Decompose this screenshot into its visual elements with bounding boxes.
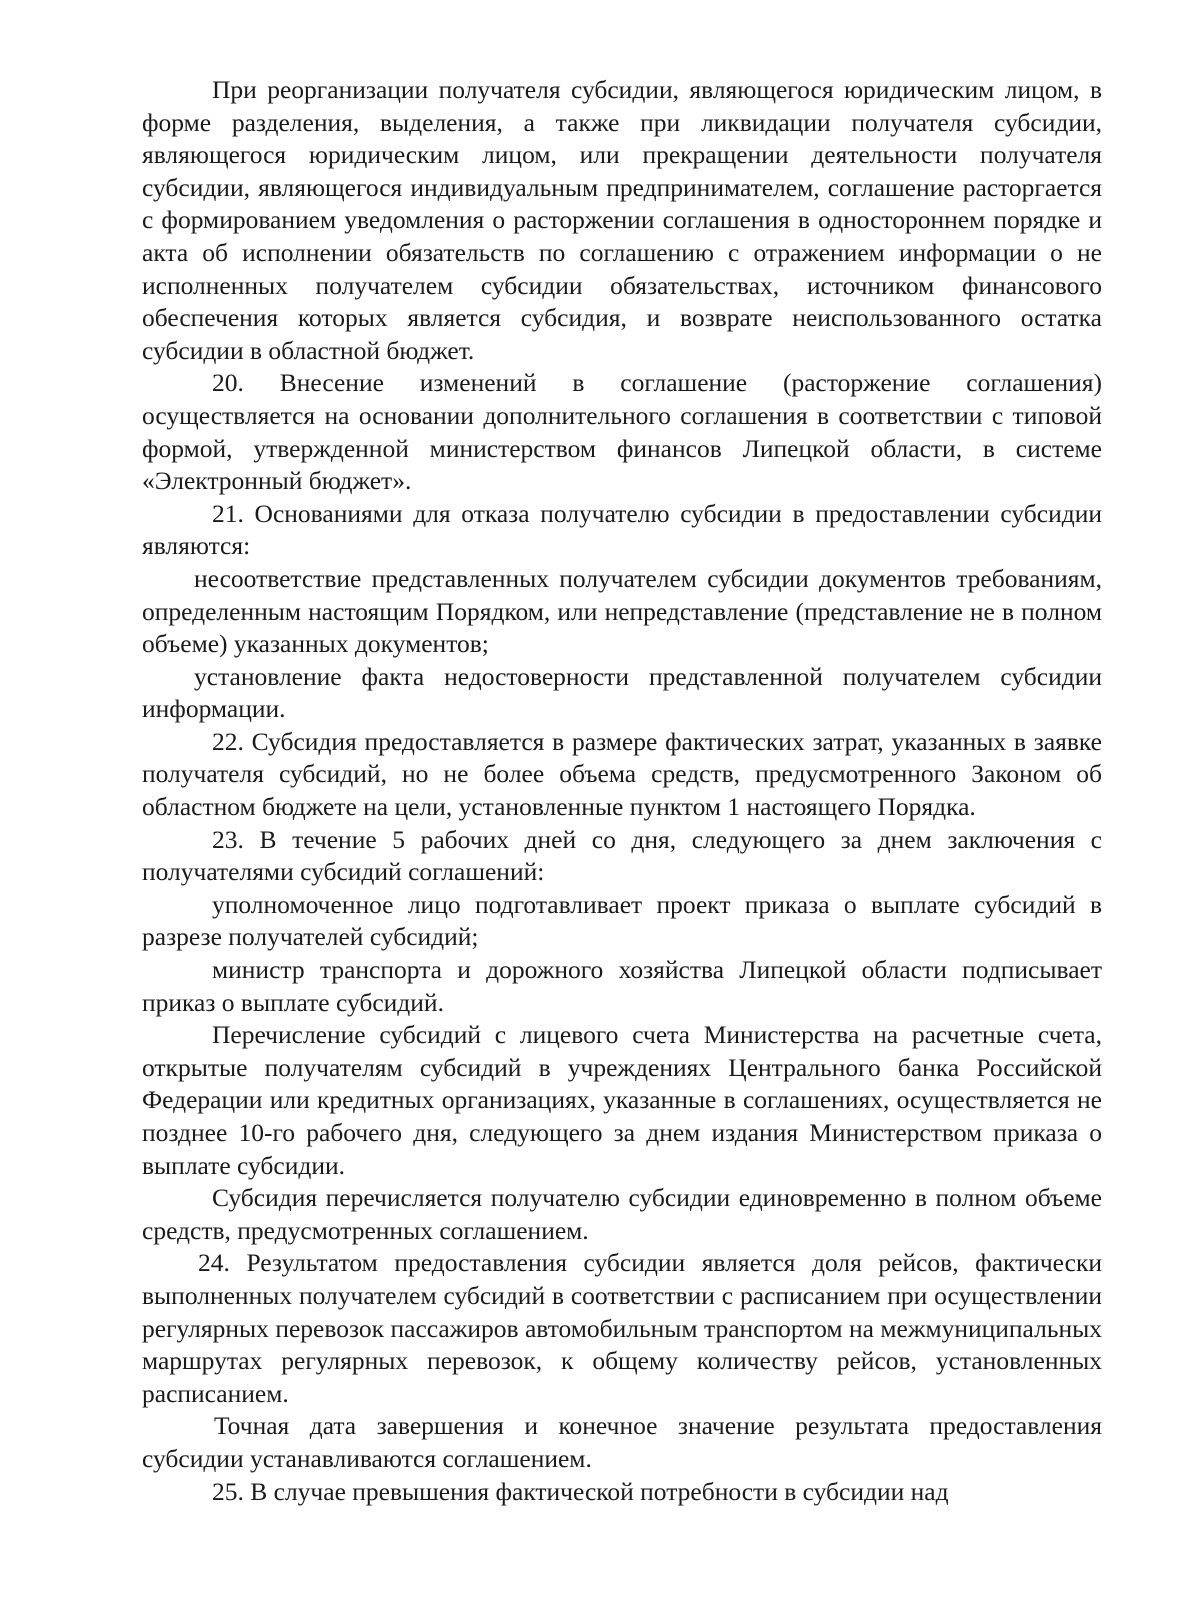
paragraph-item-25: 25. В случае превышения фактической потребности в субсидии над [212, 1476, 949, 1506]
document-page [142, 74, 1102, 1508]
paragraph-item-20: 20. Внесение изменений в соглашение (расторжение соглашения) осуществляется на основании дополнительного соглашения в соответствии с типовой формой, утвержденной министерством финансов Липецкой области, в системе «Электронный бюджет». [142, 368, 1102, 496]
paragraph-result-date: Точная дата завершения и конечное значение результата предоставления субсидии устанавливаются соглашением. [142, 1411, 1102, 1473]
paragraph-item-21-ground-1: несоответствие представленных получателем субсидии документов требованиям, определенным настоящим Порядком, или непредставление (представление не в полном объеме) указанных документов; [142, 563, 1102, 659]
paragraph-item-22: 22. Субсидия предоставляется в размере фактических затрат, указанных в заявке получателя субсидий, но не более объема средств, предусмотренного Законом об областном бюджете на цели, установленные пунктом 1 настоящего Порядка. [142, 726, 1102, 822]
paragraph-lump-sum: Субсидия перечисляется получателю субсидии единовременно в полном объеме средств, предусмотренных соглашением. [142, 1183, 1102, 1245]
paragraph-item-23-step-1: уполномоченное лицо подготавливает проект приказа о выплате субсидий в разрезе получателей субсидий; [142, 889, 1102, 952]
paragraph-item-24: 24. Результатом предоставления субсидии является доля рейсов, фактически выполненных получателем субсидий в соответствии с расписанием при осуществлении регулярных перевозок пассажиров автомобильным транспортом на межмуниципальных маршрутах регулярных перевозок, к общему количеству рейсов, установленных расписанием. [142, 1248, 1102, 1408]
paragraph-item-23-step-2: министр транспорта и дорожного хозяйства Липецкой области подписывает приказ о выплате субсидий. [142, 955, 1102, 1017]
paragraph-item-21-ground-2: установление факта недостоверности представленной получателем субсидии информации. [142, 661, 1102, 724]
paragraph-item-23: 23. В течение 5 рабочих дней со дня, следующего за днем заключения с получателями субсидий соглашений: [142, 824, 1102, 887]
paragraph-item-21: 21. Основаниями для отказа получателю субсидии в предоставлении субсидии являются: [142, 498, 1102, 561]
paragraph-reorganization: При реорганизации получателя субсидии, являющегося юридическим лицом, в форме разделения, выделения, а также при ликвидации получателя субсидии, являющегося юридическим лицом, или прекращении деятельности получателя субсидии, являющегося индивидуальным предпринимателем, соглашение расторгается с формированием уведомления о расторжении соглашения в одностороннем порядке и акта об исполнении обязательств по соглашению с отражением информации о не исполненных получателем субсидии обязательствах, источником финансового обеспечения которых является субсидия, и возврате неиспользованного остатка субсидии в областной бюджет. [142, 75, 1102, 365]
paragraph-transfer: Перечисление субсидий с лицевого счета Министерства на расчетные счета, открытые получателям субсидий в учреждениях Центрального банка Российской Федерации или кредитных организациях, указанные в соглашениях, осуществляется не позднее 10-го рабочего дня, следующего за днем издания Министерством приказа о выплате субсидии. [142, 1020, 1102, 1180]
